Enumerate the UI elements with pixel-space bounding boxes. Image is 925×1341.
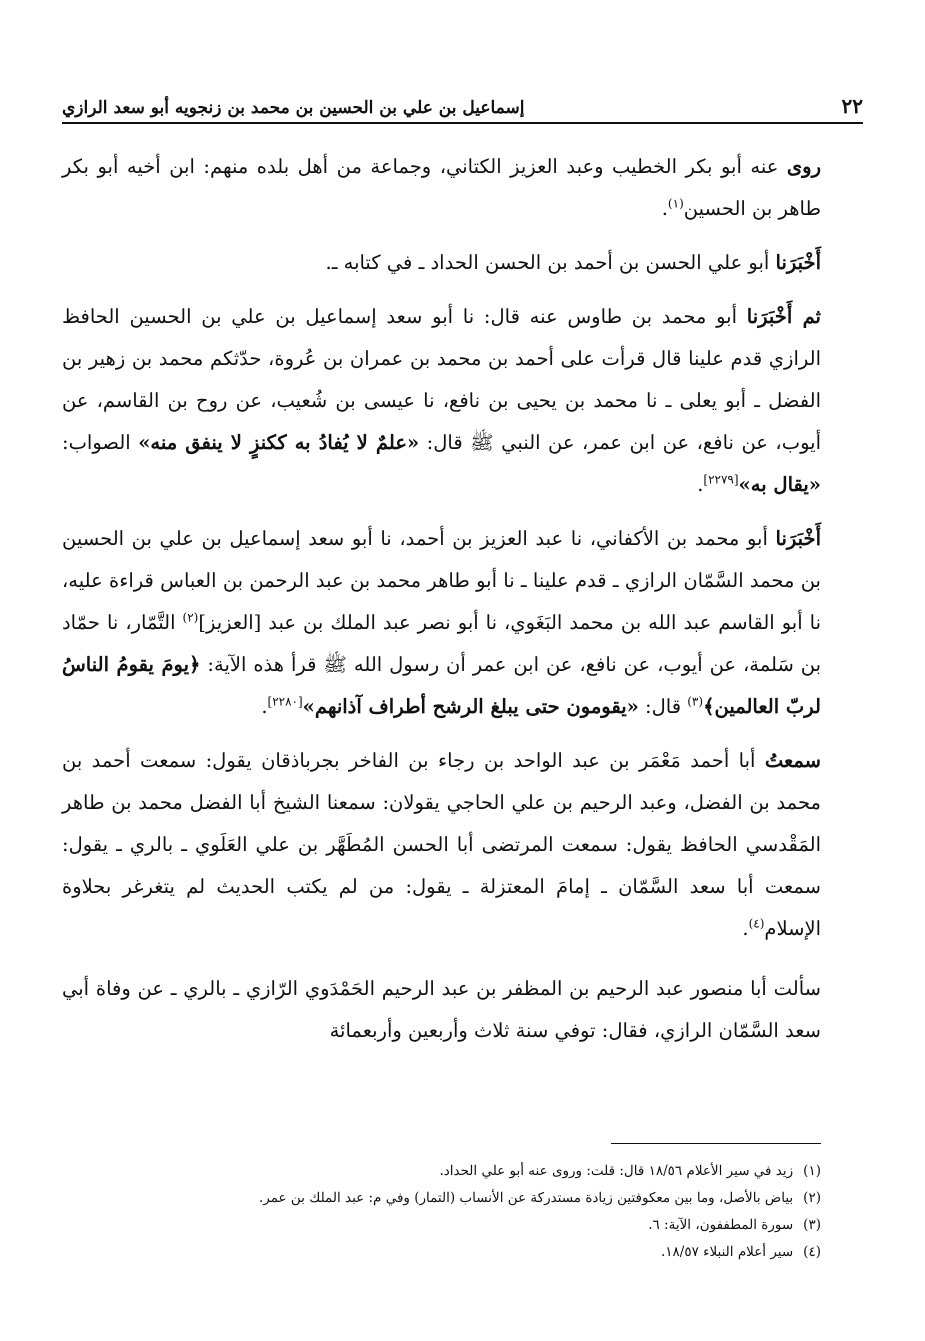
- footnote-number: (٤): [803, 1244, 821, 1260]
- paragraph-tail: .: [697, 473, 704, 496]
- footnote-number: (٢): [803, 1190, 821, 1206]
- hadith-number: [٢٢٧٩]: [703, 472, 739, 487]
- paragraph-tail: .: [261, 695, 268, 718]
- hadith-number: [٢٢٨٠]: [267, 694, 303, 709]
- paragraph-text: أبا أحمد مَعْمَر بن عبد الواحد بن رجاء بن الفاخر بجرباذقان يقول: سمعت أحمد بن محمد بن الفضل، وعبد الرحيم بن علي الحاجي يقولان: سمعنا الشيخ أبا الفضل محمد بن طاهر المَقْدسي الحافظ يقول: سمعت المرتضى أبا الحسن المُطَهَّر بن علي العَلَوي ـ بالري ـ يقول: سمعت أبا سعد السَّمّان ـ إمامَ المعتزلة ـ يقول: من لم يكتب الحديث لم يتغرغر بحلاوة الإسلام: [62, 749, 821, 940]
- paragraph-text: أبو محمد بن الأكفاني، نا عبد العزيز بن أحمد، نا أبو سعد إسماعيل بن علي بن الحسين بن محمد السَّمّان الرازي ـ قدم علينا ـ نا أبو طاهر محمد بن عبد الرحمن بن العباس قراءة عليه، نا أبو القاسم عبد الله بن محمد البَغَوي، نا أبو نصر عبد الملك بن عبد [العزيز]: [62, 527, 822, 634]
- paragraph-2: [62, 242, 821, 284]
- paragraph-4: [62, 518, 821, 728]
- footnote-item: [62, 1185, 821, 1212]
- footnote-item: [62, 1212, 821, 1239]
- paragraph-text: أبو محمد بن طاوس عنه قال: نا أبو سعد إسماعيل بن علي بن الحسين الحافظ الرازي قدم علينا قال قرأت على أحمد بن محمد بن عمران بن عُروة، حدّثكم محمد بن زهير بن الفضل ـ أبو يعلى ـ نا محمد بن يحيى بن نافع، نا عيسى بن شُعيب، عن روح بن القاسم، عن أيوب، عن نافع، عن ابن عمر، عن النبي ﷺ قال:: [62, 305, 821, 454]
- footnote-ref[interactable]: (٣): [687, 694, 704, 709]
- paragraph-text: قال:: [638, 695, 688, 718]
- page-header: [62, 84, 863, 124]
- footnote-text: سورة المطففون، الآية: ٦.: [648, 1217, 794, 1233]
- footnotes: [62, 1158, 821, 1266]
- footnote-text: بياض بالأصل، وما بين معكوفتين زيادة مستدركة عن الأنساب (التمار) وفي م: عبد الملك بن عمر.: [258, 1190, 794, 1206]
- lead-word: روى: [786, 155, 821, 178]
- lead-word: سمعتُ: [764, 749, 821, 772]
- main-text: [62, 146, 821, 1064]
- lead-word: ثم أَخْبَرَنا: [746, 305, 821, 328]
- page-number: ٢٢: [841, 94, 863, 118]
- footnote-text: زيد في سير الأعلام ١٨/٥٦ قال: قلت: وروى عنه أبو علي الحداد.: [439, 1163, 794, 1179]
- footnote-ref[interactable]: (٤): [748, 916, 765, 931]
- paragraph-6: [62, 968, 821, 1052]
- paragraph-5: [62, 740, 821, 950]
- paragraph-tail: .: [742, 917, 749, 940]
- footnote-number: (١): [803, 1163, 821, 1179]
- paragraph-text: عنه أبو بكر الخطيب وعبد العزيز الكتاني، وجماعة من أهل بلده منهم: ابن أخيه أبو بكر طاهر بن الحسين: [62, 155, 821, 220]
- footnote-ref[interactable]: (٢): [182, 610, 199, 625]
- lead-word: أَخْبَرَنا: [775, 251, 821, 274]
- paragraph-tail: .: [661, 197, 668, 220]
- quran-verse: ﴿يومَ يقومُ الناسُ لربّ العالمين﴾: [62, 653, 821, 718]
- paragraph-1: [62, 146, 821, 230]
- hadith-quote: «علمٌ لا يُفادُ به ككنزٍ لا ينفق منه»: [138, 431, 420, 454]
- hadith-quote: «يقال به»: [738, 473, 821, 496]
- paragraph-text: التَّمّار، نا حمّاد بن سَلمة، عن أيوب، عن نافع، عن ابن عمر أن رسول الله ﷺ قرأ هذه الآية:: [62, 611, 821, 676]
- paragraph-3: [62, 296, 821, 506]
- footnote-divider: [611, 1143, 821, 1144]
- paragraph-text: أبو علي الحسن بن أحمد بن الحسن الحداد ـ في كتابه ـ.: [325, 251, 776, 274]
- footnote-item: [62, 1158, 821, 1185]
- paragraph-text: سألت أبا منصور عبد الرحيم بن المظفر بن عبد الرحيم الحَمْدَوي الرّازي ـ بالري ـ عن وفاة أبي سعد السَّمّان الرازي، فقال: توفي سنة ثلاث وأربعين وأربعمائة: [62, 977, 821, 1042]
- footnote-item: [62, 1239, 821, 1266]
- hadith-quote: «يقومون حتى يبلغ الرشح أطراف آذانهم»: [302, 695, 639, 718]
- footnote-ref[interactable]: (١): [667, 196, 684, 211]
- running-title: إسماعيل بن علي بن الحسين بن محمد بن زنجويه أبو سعد الرازي: [62, 98, 525, 118]
- footnote-text: سير أعلام النبلاء ١٨/٥٧.: [660, 1244, 794, 1260]
- lead-word: أَخْبَرَنا: [775, 527, 821, 550]
- paragraph-text: الصواب:: [62, 431, 139, 454]
- footnote-number: (٣): [803, 1217, 821, 1233]
